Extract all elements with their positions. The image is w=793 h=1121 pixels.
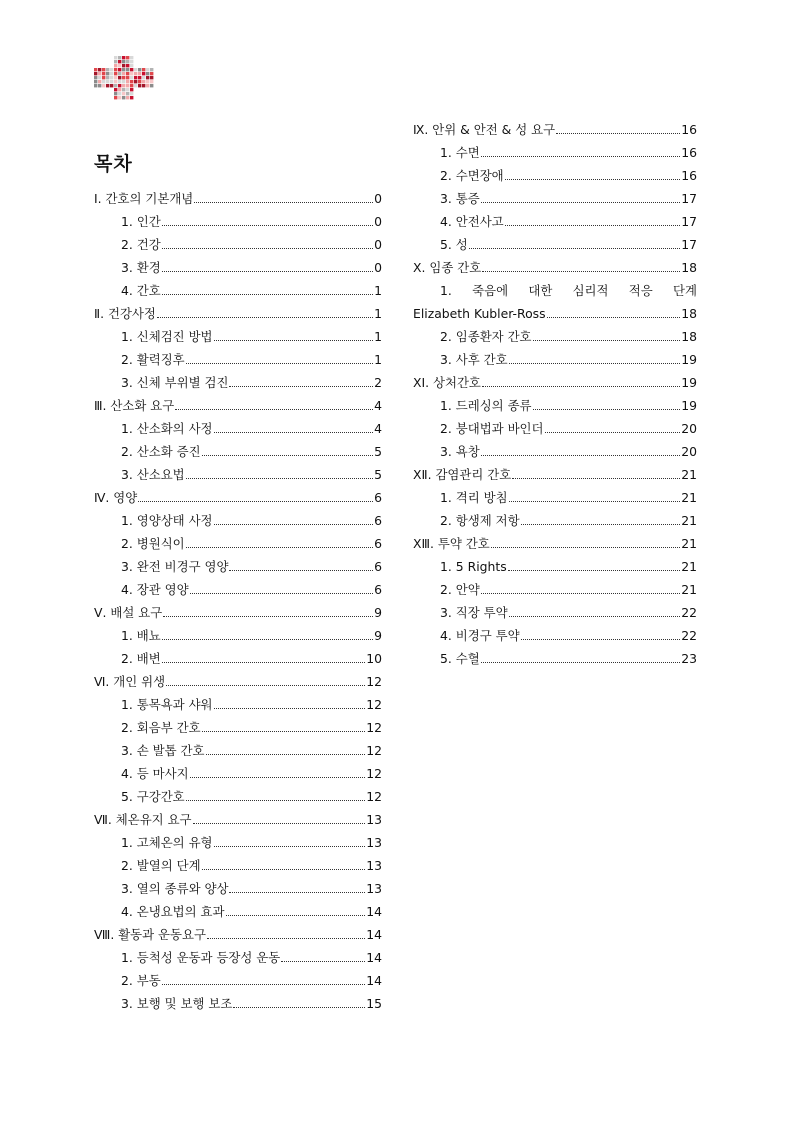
toc-entry-label: 4. 온냉요법의 효과	[121, 904, 225, 919]
toc-subentry[interactable]	[413, 643, 697, 666]
dot-leader	[512, 478, 680, 479]
toc-subentry[interactable]	[94, 735, 382, 758]
toc-entry-label: 4. 장관 영양	[121, 582, 189, 597]
toc-right-column	[413, 114, 697, 666]
toc-entry-label: Ⅹ. 임종 간호	[413, 260, 482, 275]
dot-leader	[194, 202, 373, 203]
toc-page-number: 14	[366, 973, 382, 988]
dot-leader	[509, 501, 681, 502]
toc-subentry[interactable]	[94, 367, 382, 390]
toc-page-number: 1	[374, 352, 382, 367]
toc-page-number: 14	[366, 927, 382, 942]
toc-subentry[interactable]	[94, 850, 382, 873]
toc-subentry[interactable]	[413, 160, 697, 183]
toc-entry[interactable]	[94, 666, 382, 689]
toc-entry[interactable]	[413, 298, 697, 321]
toc-subentry[interactable]	[94, 712, 382, 735]
dot-leader	[214, 340, 374, 341]
dot-leader	[556, 133, 680, 134]
toc-entry-label: 2. 항생제 저항	[440, 513, 520, 528]
toc-entry-label: 4. 비경구 투약	[440, 628, 520, 643]
toc-entry-label: Ⅲ. 산소화 요구	[94, 398, 175, 413]
toc-page-number: 21	[681, 467, 697, 482]
dot-leader	[186, 363, 373, 364]
toc-subentry[interactable]	[413, 206, 697, 229]
toc-page-number: 12	[366, 743, 382, 758]
dot-leader	[505, 225, 681, 226]
toc-entry-label: 1. 고체온의 유형	[121, 835, 213, 850]
toc-page-number: 23	[681, 651, 697, 666]
toc-subentry[interactable]	[413, 505, 697, 528]
dot-leader	[163, 616, 373, 617]
toc-page-number: 12	[366, 697, 382, 712]
toc-subentry[interactable]	[413, 137, 697, 160]
toc-page-number: 21	[681, 559, 697, 574]
toc-entry-label: 1. 격리 방침	[440, 490, 508, 505]
toc-subentry[interactable]	[94, 574, 382, 597]
toc-entry-label: Ⅵ. 개인 위생	[94, 674, 166, 689]
dot-leader	[190, 593, 374, 594]
dot-leader	[206, 754, 366, 755]
toc-entry-label: Ⅱ. 건강사정	[94, 306, 156, 321]
toc-subentry[interactable]	[413, 551, 697, 574]
dot-leader	[162, 225, 373, 226]
toc-entry-label: 1. 5 Rights	[440, 559, 507, 574]
toc-subentry[interactable]	[94, 965, 382, 988]
toc-entry-label: Ⅸ. 안위 & 안전 & 성 요구	[413, 122, 556, 137]
toc-subentry[interactable]	[413, 574, 697, 597]
toc-subentry[interactable]	[94, 206, 382, 229]
toc-page-number: 10	[366, 651, 382, 666]
dot-leader	[469, 248, 680, 249]
dot-leader	[162, 294, 373, 295]
toc-entry[interactable]	[94, 597, 382, 620]
dot-leader	[481, 593, 681, 594]
dot-leader	[166, 685, 365, 686]
toc-page-number: 6	[374, 582, 382, 597]
dot-leader	[214, 432, 374, 433]
dot-leader	[545, 432, 681, 433]
toc-page-number: 13	[366, 881, 382, 896]
toc-entry[interactable]	[94, 390, 382, 413]
toc-entry-label: 3. 욕창	[440, 444, 480, 459]
dot-leader	[162, 662, 366, 663]
toc-page-number: 9	[374, 628, 382, 643]
toc-subentry[interactable]	[413, 390, 697, 413]
toc-entry[interactable]	[413, 114, 697, 137]
dot-leader	[214, 524, 374, 525]
dot-leader	[233, 1007, 365, 1008]
toc-entry-label: 3. 직장 투약	[440, 605, 508, 620]
dot-leader	[190, 777, 366, 778]
toc-page-number: 19	[681, 375, 697, 390]
toc-entry-label: 1. 산소화의 사정	[121, 421, 213, 436]
dot-leader	[491, 547, 680, 548]
toc-entry-label: 1. 등척성 운동과 등장성 운동	[121, 950, 281, 965]
toc-subentry[interactable]	[94, 942, 382, 965]
toc-entry-label: Ⅳ. 영양	[94, 490, 138, 505]
toc-page-number: 22	[681, 605, 697, 620]
toc-entry-label: 2. 건강	[121, 237, 161, 252]
toc-entry-label: 5. 수혈	[440, 651, 480, 666]
dot-leader	[521, 524, 681, 525]
toc-entry-label: 2. 붕대법과 바인더	[440, 421, 544, 436]
dot-leader	[482, 271, 680, 272]
toc-entry-label: 2. 회음부 간호	[121, 720, 201, 735]
dot-leader	[521, 639, 681, 640]
toc-entry-label: XⅢ. 투약 간호	[413, 536, 490, 551]
toc-page-number: 12	[366, 766, 382, 781]
toc-page-number: 18	[681, 329, 697, 344]
toc-page-number: 0	[374, 237, 382, 252]
toc-entry-label: 1. 인간	[121, 214, 161, 229]
toc-subentry[interactable]	[94, 321, 382, 344]
toc-entry-label: 1. 배뇨	[121, 628, 161, 643]
toc-subentry[interactable]	[94, 758, 382, 781]
toc-page-number: 21	[681, 490, 697, 505]
dot-leader	[481, 662, 681, 663]
toc-subentry[interactable]	[94, 827, 382, 850]
toc-left-column	[94, 183, 382, 1011]
toc-subentry[interactable]	[94, 344, 382, 367]
dot-leader	[202, 731, 366, 732]
toc-page-number: 18	[681, 306, 697, 321]
dot-leader	[157, 317, 373, 318]
toc-subentry[interactable]	[94, 528, 382, 551]
toc-page-number: 15	[366, 996, 382, 1011]
dot-leader	[162, 248, 373, 249]
toc-page-number: 16	[681, 145, 697, 160]
dot-leader	[547, 317, 681, 318]
toc-entry-label: 3. 사후 간호	[440, 352, 508, 367]
toc-entry-label: 3. 열의 종류와 양상	[121, 881, 229, 896]
toc-entry-label: XⅠ. 상처간호	[413, 375, 481, 390]
toc-page-number: 6	[374, 536, 382, 551]
dot-leader	[186, 547, 373, 548]
toc-page-number: 0	[374, 260, 382, 275]
toc-entry-label: 3. 산소요법	[121, 467, 185, 482]
dot-leader	[162, 984, 366, 985]
toc-page-number: 12	[366, 674, 382, 689]
toc-entry-label: 3. 환경	[121, 260, 161, 275]
toc-page-number: 5	[374, 444, 382, 459]
toc-subentry[interactable]	[94, 505, 382, 528]
dot-leader	[481, 156, 681, 157]
toc-subentry[interactable]	[413, 321, 697, 344]
toc-page-number: 14	[366, 950, 382, 965]
toc-page-number: 2	[374, 375, 382, 390]
toc-subentry[interactable]	[413, 344, 697, 367]
toc-page-number: 6	[374, 513, 382, 528]
toc-subentry[interactable]	[94, 275, 382, 298]
toc-page-number: 19	[681, 398, 697, 413]
toc-entry-label: Ⅶ. 체온유지 요구	[94, 812, 192, 827]
dot-leader	[505, 179, 681, 180]
toc-entry-label: 4. 안전사고	[440, 214, 504, 229]
toc-entry-label: 1. 신체검진 방법	[121, 329, 213, 344]
toc-entry-label: 1. 통목욕과 샤워	[121, 697, 213, 712]
toc-entry-label: 2. 안약	[440, 582, 480, 597]
toc-page-number: 9	[374, 605, 382, 620]
toc-page-number: 5	[374, 467, 382, 482]
toc-entry[interactable]	[94, 804, 382, 827]
toc-subentry[interactable]	[94, 413, 382, 436]
toc-subentry[interactable]	[94, 459, 382, 482]
toc-page-number: 12	[366, 789, 382, 804]
toc-subentry[interactable]	[413, 436, 697, 459]
toc-page-number: 6	[374, 559, 382, 574]
dot-leader	[229, 570, 373, 571]
dot-leader	[226, 915, 366, 916]
dot-leader	[281, 961, 365, 962]
toc-entry[interactable]	[413, 367, 697, 390]
toc-page-number: 17	[681, 191, 697, 206]
toc-entry-label: 2. 산소화 증진	[121, 444, 201, 459]
toc-page-number: 1	[374, 283, 382, 298]
toc-page-number: 13	[366, 858, 382, 873]
toc-entry-label: 1. 죽음에 대한 심리적 적응 단계	[440, 283, 697, 298]
toc-entry-label: 3. 손 발톱 간호	[121, 743, 205, 758]
toc-page-number: 4	[374, 421, 382, 436]
toc-page-number: 14	[366, 904, 382, 919]
dot-leader	[482, 386, 680, 387]
toc-entry-label: Ⅴ. 배설 요구	[94, 605, 163, 620]
dot-leader	[162, 639, 373, 640]
toc-page-number: 16	[681, 122, 697, 137]
dot-leader	[202, 455, 374, 456]
toc-page-number: 21	[681, 513, 697, 528]
dot-leader	[207, 938, 365, 939]
toc-page-number: 22	[681, 628, 697, 643]
dot-leader	[481, 202, 681, 203]
red-cross-mosaic-icon	[94, 56, 154, 100]
toc-entry-label: 2. 배변	[121, 651, 161, 666]
toc-page-number: 13	[366, 812, 382, 827]
toc-page-number: 17	[681, 214, 697, 229]
toc-entry-label: 4. 간호	[121, 283, 161, 298]
dot-leader	[162, 271, 373, 272]
toc-entry-label: 2. 발열의 단계	[121, 858, 201, 873]
toc-entry[interactable]	[94, 482, 382, 505]
toc-entry-label: 2. 임종환자 간호	[440, 329, 532, 344]
toc-entry-label: XⅡ. 감염관리 간호	[413, 467, 512, 482]
dot-leader	[193, 823, 366, 824]
toc-entry[interactable]	[413, 459, 697, 482]
toc-page-number: 1	[374, 329, 382, 344]
dot-leader	[229, 386, 373, 387]
dot-leader	[509, 616, 681, 617]
toc-page-number: 21	[681, 536, 697, 551]
dot-leader	[186, 800, 366, 801]
toc-entry-label: 4. 등 마사지	[121, 766, 189, 781]
toc-subentry[interactable]	[94, 873, 382, 896]
toc-entry-label: 3. 완전 비경구 영양	[121, 559, 229, 574]
toc-page-number: 19	[681, 352, 697, 367]
toc-title: 목차	[94, 153, 133, 175]
toc-page-number: 0	[374, 214, 382, 229]
dot-leader	[533, 409, 681, 410]
toc-subentry[interactable]	[94, 252, 382, 275]
toc-subentry[interactable]	[413, 183, 697, 206]
dot-leader	[533, 340, 681, 341]
toc-subentry[interactable]	[94, 551, 382, 574]
dot-leader	[214, 708, 366, 709]
toc-subentry[interactable]	[413, 413, 697, 436]
toc-entry[interactable]	[94, 298, 382, 321]
toc-subentry[interactable]	[413, 482, 697, 505]
toc-entry-label: 5. 성	[440, 237, 468, 252]
toc-page-number: 21	[681, 582, 697, 597]
toc-subentry[interactable]	[413, 229, 697, 252]
dot-leader	[229, 892, 365, 893]
dot-leader	[202, 869, 366, 870]
dot-leader	[175, 409, 373, 410]
dot-leader	[508, 570, 681, 571]
toc-entry[interactable]	[413, 252, 697, 275]
toc-entry[interactable]	[413, 528, 697, 551]
toc-page-number: 20	[681, 444, 697, 459]
toc-entry-label: 2. 수면장애	[440, 168, 504, 183]
toc-page-number: 17	[681, 237, 697, 252]
toc-entry-label: 1. 영양상태 사정	[121, 513, 213, 528]
toc-entry-label: 3. 통증	[440, 191, 480, 206]
toc-entry-label: Ⅰ. 간호의 기본개념	[94, 191, 194, 206]
toc-page-number: 0	[374, 191, 382, 206]
toc-subentry[interactable]	[94, 643, 382, 666]
toc-page-number: 12	[366, 720, 382, 735]
toc-page-number: 1	[374, 306, 382, 321]
toc-subentry[interactable]	[94, 781, 382, 804]
dot-leader	[214, 846, 366, 847]
toc-subentry[interactable]	[413, 275, 697, 298]
toc-entry[interactable]	[94, 919, 382, 942]
toc-page-number: 4	[374, 398, 382, 413]
toc-page-number: 16	[681, 168, 697, 183]
dot-leader	[138, 501, 373, 502]
toc-subentry[interactable]	[413, 620, 697, 643]
dot-leader	[481, 455, 681, 456]
toc-entry-label: 2. 활력징후	[121, 352, 185, 367]
toc-subentry[interactable]	[413, 597, 697, 620]
toc-subentry[interactable]	[94, 620, 382, 643]
toc-entry[interactable]	[94, 183, 382, 206]
toc-page-number: 18	[681, 260, 697, 275]
toc-subentry[interactable]	[94, 689, 382, 712]
toc-page-number: 6	[374, 490, 382, 505]
toc-entry-label: 2. 병원식이	[121, 536, 185, 551]
toc-subentry[interactable]	[94, 229, 382, 252]
toc-entry-label: 3. 신체 부위별 검진	[121, 375, 229, 390]
toc-subentry[interactable]	[94, 896, 382, 919]
toc-page-number: 13	[366, 835, 382, 850]
toc-entry-label: Ⅷ. 활동과 운동요구	[94, 927, 206, 942]
dot-leader	[186, 478, 373, 479]
toc-entry-label: 1. 수면	[440, 145, 480, 160]
toc-subentry[interactable]	[94, 436, 382, 459]
toc-subentry[interactable]	[94, 988, 382, 1011]
toc-entry-label: 2. 부동	[121, 973, 161, 988]
dot-leader	[509, 363, 681, 364]
toc-page-number: 20	[681, 421, 697, 436]
toc-entry-label: 1. 드레싱의 종류	[440, 398, 532, 413]
toc-entry-label: Elizabeth Kubler-Ross	[413, 306, 546, 321]
toc-entry-label: 3. 보행 및 보행 보조	[121, 996, 233, 1011]
toc-entry-label: 5. 구강간호	[121, 789, 185, 804]
